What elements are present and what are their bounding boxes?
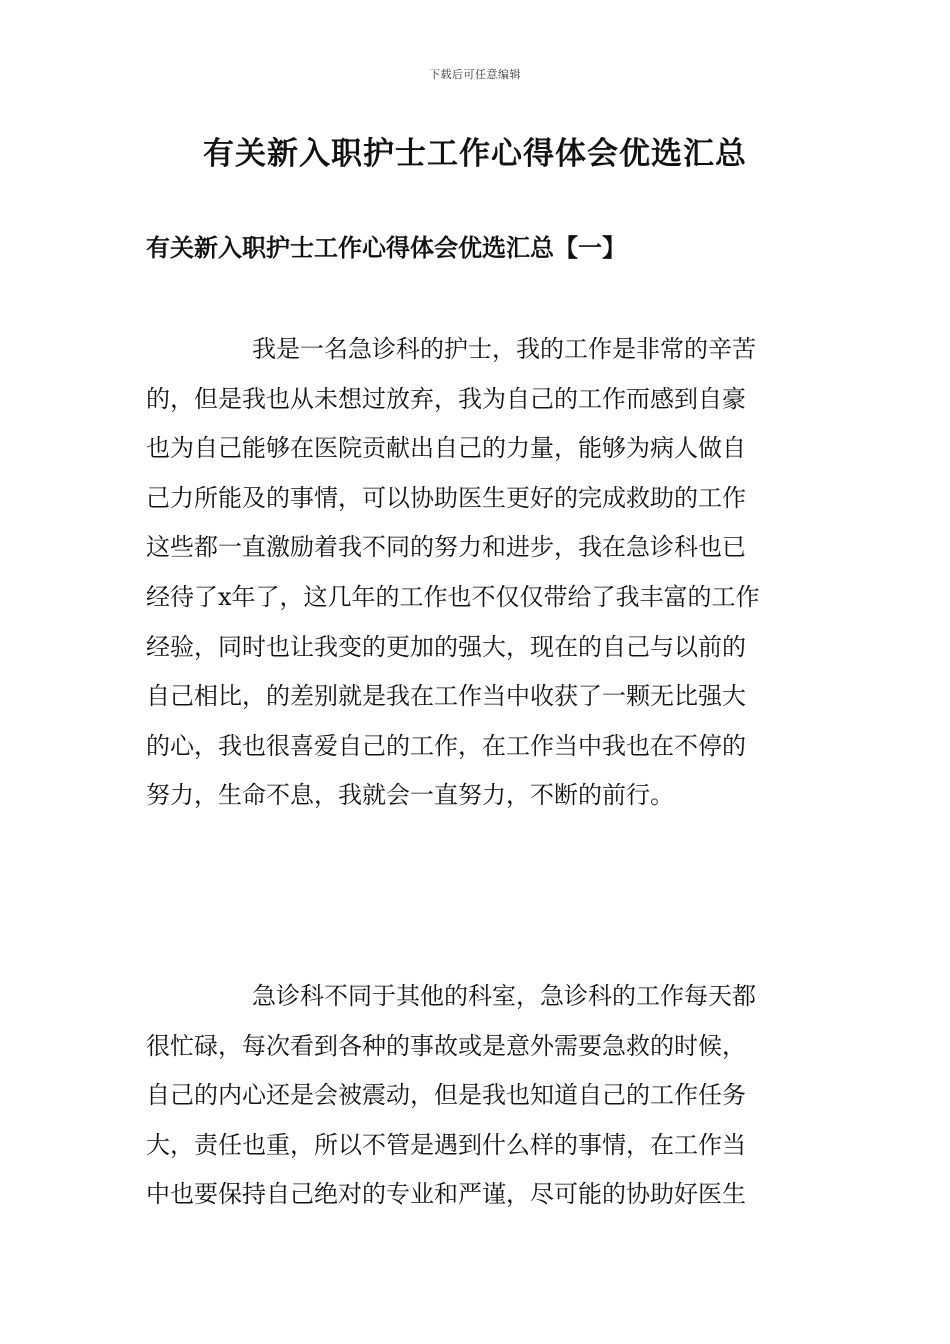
paragraph-line: 自己的内心还是会被震动，但是我也知道自己的工作任务 bbox=[146, 1081, 746, 1110]
document-title: 有关新入职护士工作心得体会优选汇总 bbox=[203, 136, 747, 172]
paragraph-line: 急诊科不同于其他的科室，急诊科的工作每天都 bbox=[252, 982, 756, 1010]
paragraph-line: 自己相比，的差别就是我在工作当中收获了一颗无比强大 bbox=[146, 682, 746, 711]
paragraph-line: 中也要保持自己绝对的专业和严谨，尽可能的协助好医生 bbox=[146, 1180, 746, 1209]
paragraph-line: 这些都一直激励着我不同的努力和进步，我在急诊科也已 bbox=[146, 533, 746, 562]
paragraph-line: 的心，我也很喜爱自己的工作，在工作当中我也在不停的 bbox=[146, 731, 746, 760]
paragraph-1 bbox=[146, 325, 816, 821]
paragraph-line: 己力所能及的事情，可以协助医生更好的完成救助的工作 bbox=[146, 483, 746, 512]
section-heading: 有关新入职护士工作心得体会优选汇总【一】 bbox=[146, 233, 626, 262]
paragraph-line: 经验，同时也让我变的更加的强大，现在的自己与以前的 bbox=[146, 632, 746, 661]
paragraph-line: 很忙碌，每次看到各种的事故或是意外需要急救的时候， bbox=[146, 1031, 746, 1060]
paragraph-line: 的，但是我也从未想过放弃，我为自己的工作而感到自豪 bbox=[146, 384, 746, 413]
header-note: 下载后可任意编辑 bbox=[429, 68, 521, 81]
paragraph-line: 经待了x年了，这几年的工作也不仅仅带给了我丰富的工作 bbox=[146, 582, 760, 611]
paragraph-line: 我是一名急诊科的护士，我的工作是非常的辛苦 bbox=[252, 335, 756, 363]
paragraph-line: 大，责任也重，所以不管是遇到什么样的事情，在工作当 bbox=[146, 1130, 746, 1159]
paragraph-line: 努力，生命不息，我就会一直努力，不断的前行。 bbox=[146, 781, 674, 810]
paragraph-2 bbox=[146, 972, 816, 1220]
paragraph-line: 也为自己能够在医院贡献出自己的力量，能够为病人做自 bbox=[146, 434, 746, 463]
